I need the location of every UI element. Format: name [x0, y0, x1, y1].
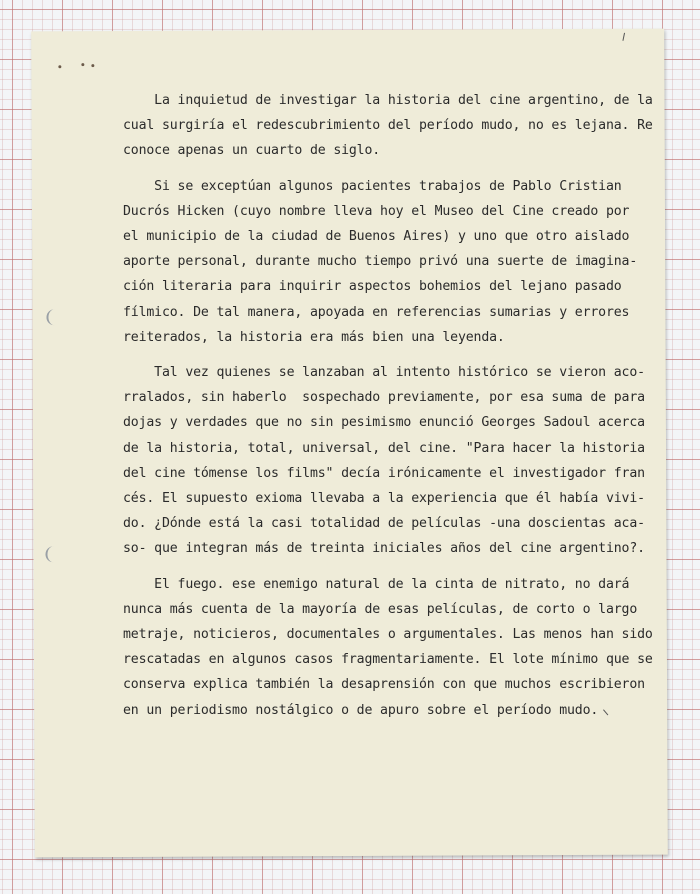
text-line: de la historia, total, universal, del cine. "Para hacer la historia: [123, 440, 645, 456]
text-line: rralados, sin haberlo sospechado previamente, por esa suma de para: [123, 390, 645, 406]
text-line: Tal vez quienes se lanzaban al intento histórico se vieron aco-: [123, 365, 645, 381]
text-line: conserva explica también la desaprensión con que muchos escribieron: [123, 677, 645, 693]
paragraph: [123, 88, 653, 164]
text-line: del cine tómense los films" decía irónicamente el investigador fran: [123, 465, 645, 481]
text-line: fílmico. De tal manera, apoyada en referencias sumarias y errores: [123, 304, 630, 320]
paragraph: [123, 572, 653, 723]
paragraph: [123, 360, 643, 562]
text-line: el municipio de la ciudad de Buenos Aires) y uno que otro aislado: [123, 229, 630, 245]
text-line: nunca más cuenta de la mayoría de esas películas, de corto o largo: [123, 601, 638, 617]
paragraph: [123, 174, 643, 350]
ink-speck: [58, 65, 61, 68]
text-line: metraje, noticieros, documentales o argumentales. Las menos han sido: [123, 627, 653, 643]
ink-speck: [81, 63, 84, 66]
text-line: dojas y verdades que no sin pesimismo enunció Georges Sadoul acerca: [123, 415, 645, 431]
text-line: rescatadas en algunos casos fragmentariamente. El lote mínimo que se: [123, 652, 653, 668]
text-line: cés. El supuesto exioma llevaba a la experiencia que él había vivi-: [123, 491, 645, 507]
document-body: [123, 88, 653, 733]
text-line: aporte personal, durante mucho tiempo privó una suerte de imagina-: [123, 254, 638, 270]
text-line: El fuego. ese enemigo natural de la cinta de nitrato, no dará: [123, 576, 630, 592]
text-line: en un periodismo nostálgico o de apuro sobre el período mudo.: [123, 702, 599, 718]
ink-speck: [91, 64, 94, 67]
text-line: Si se exceptúan algunos pacientes trabajos de Pablo Cristian: [123, 178, 622, 194]
punch-hole-mark: [45, 546, 61, 562]
text-line: ción literaria para inquirir aspectos bohemios del lejano pasado: [123, 279, 622, 295]
text-line: reiterados, la historia era más bien una leyenda.: [123, 329, 505, 345]
text-line: conoce apenas un cuarto de siglo.: [123, 143, 381, 159]
text-line: cual surgiría el redescubrimiento del período mudo, no es lejana. Re: [123, 118, 653, 134]
punch-hole-mark: [46, 309, 62, 325]
text-line: Ducrós Hicken (cuyo nombre lleva hoy el Museo del Cine creado por: [123, 203, 630, 219]
corner-mark: [622, 33, 625, 41]
text-line: do. ¿Dónde está la casi totalidad de películas -una doscientas aca-: [123, 516, 645, 532]
text-line: so- que integran más de treinta iniciales años del cine argentino?.: [123, 541, 645, 557]
text-line: La inquietud de investigar la historia del cine argentino, de la: [123, 93, 653, 108]
